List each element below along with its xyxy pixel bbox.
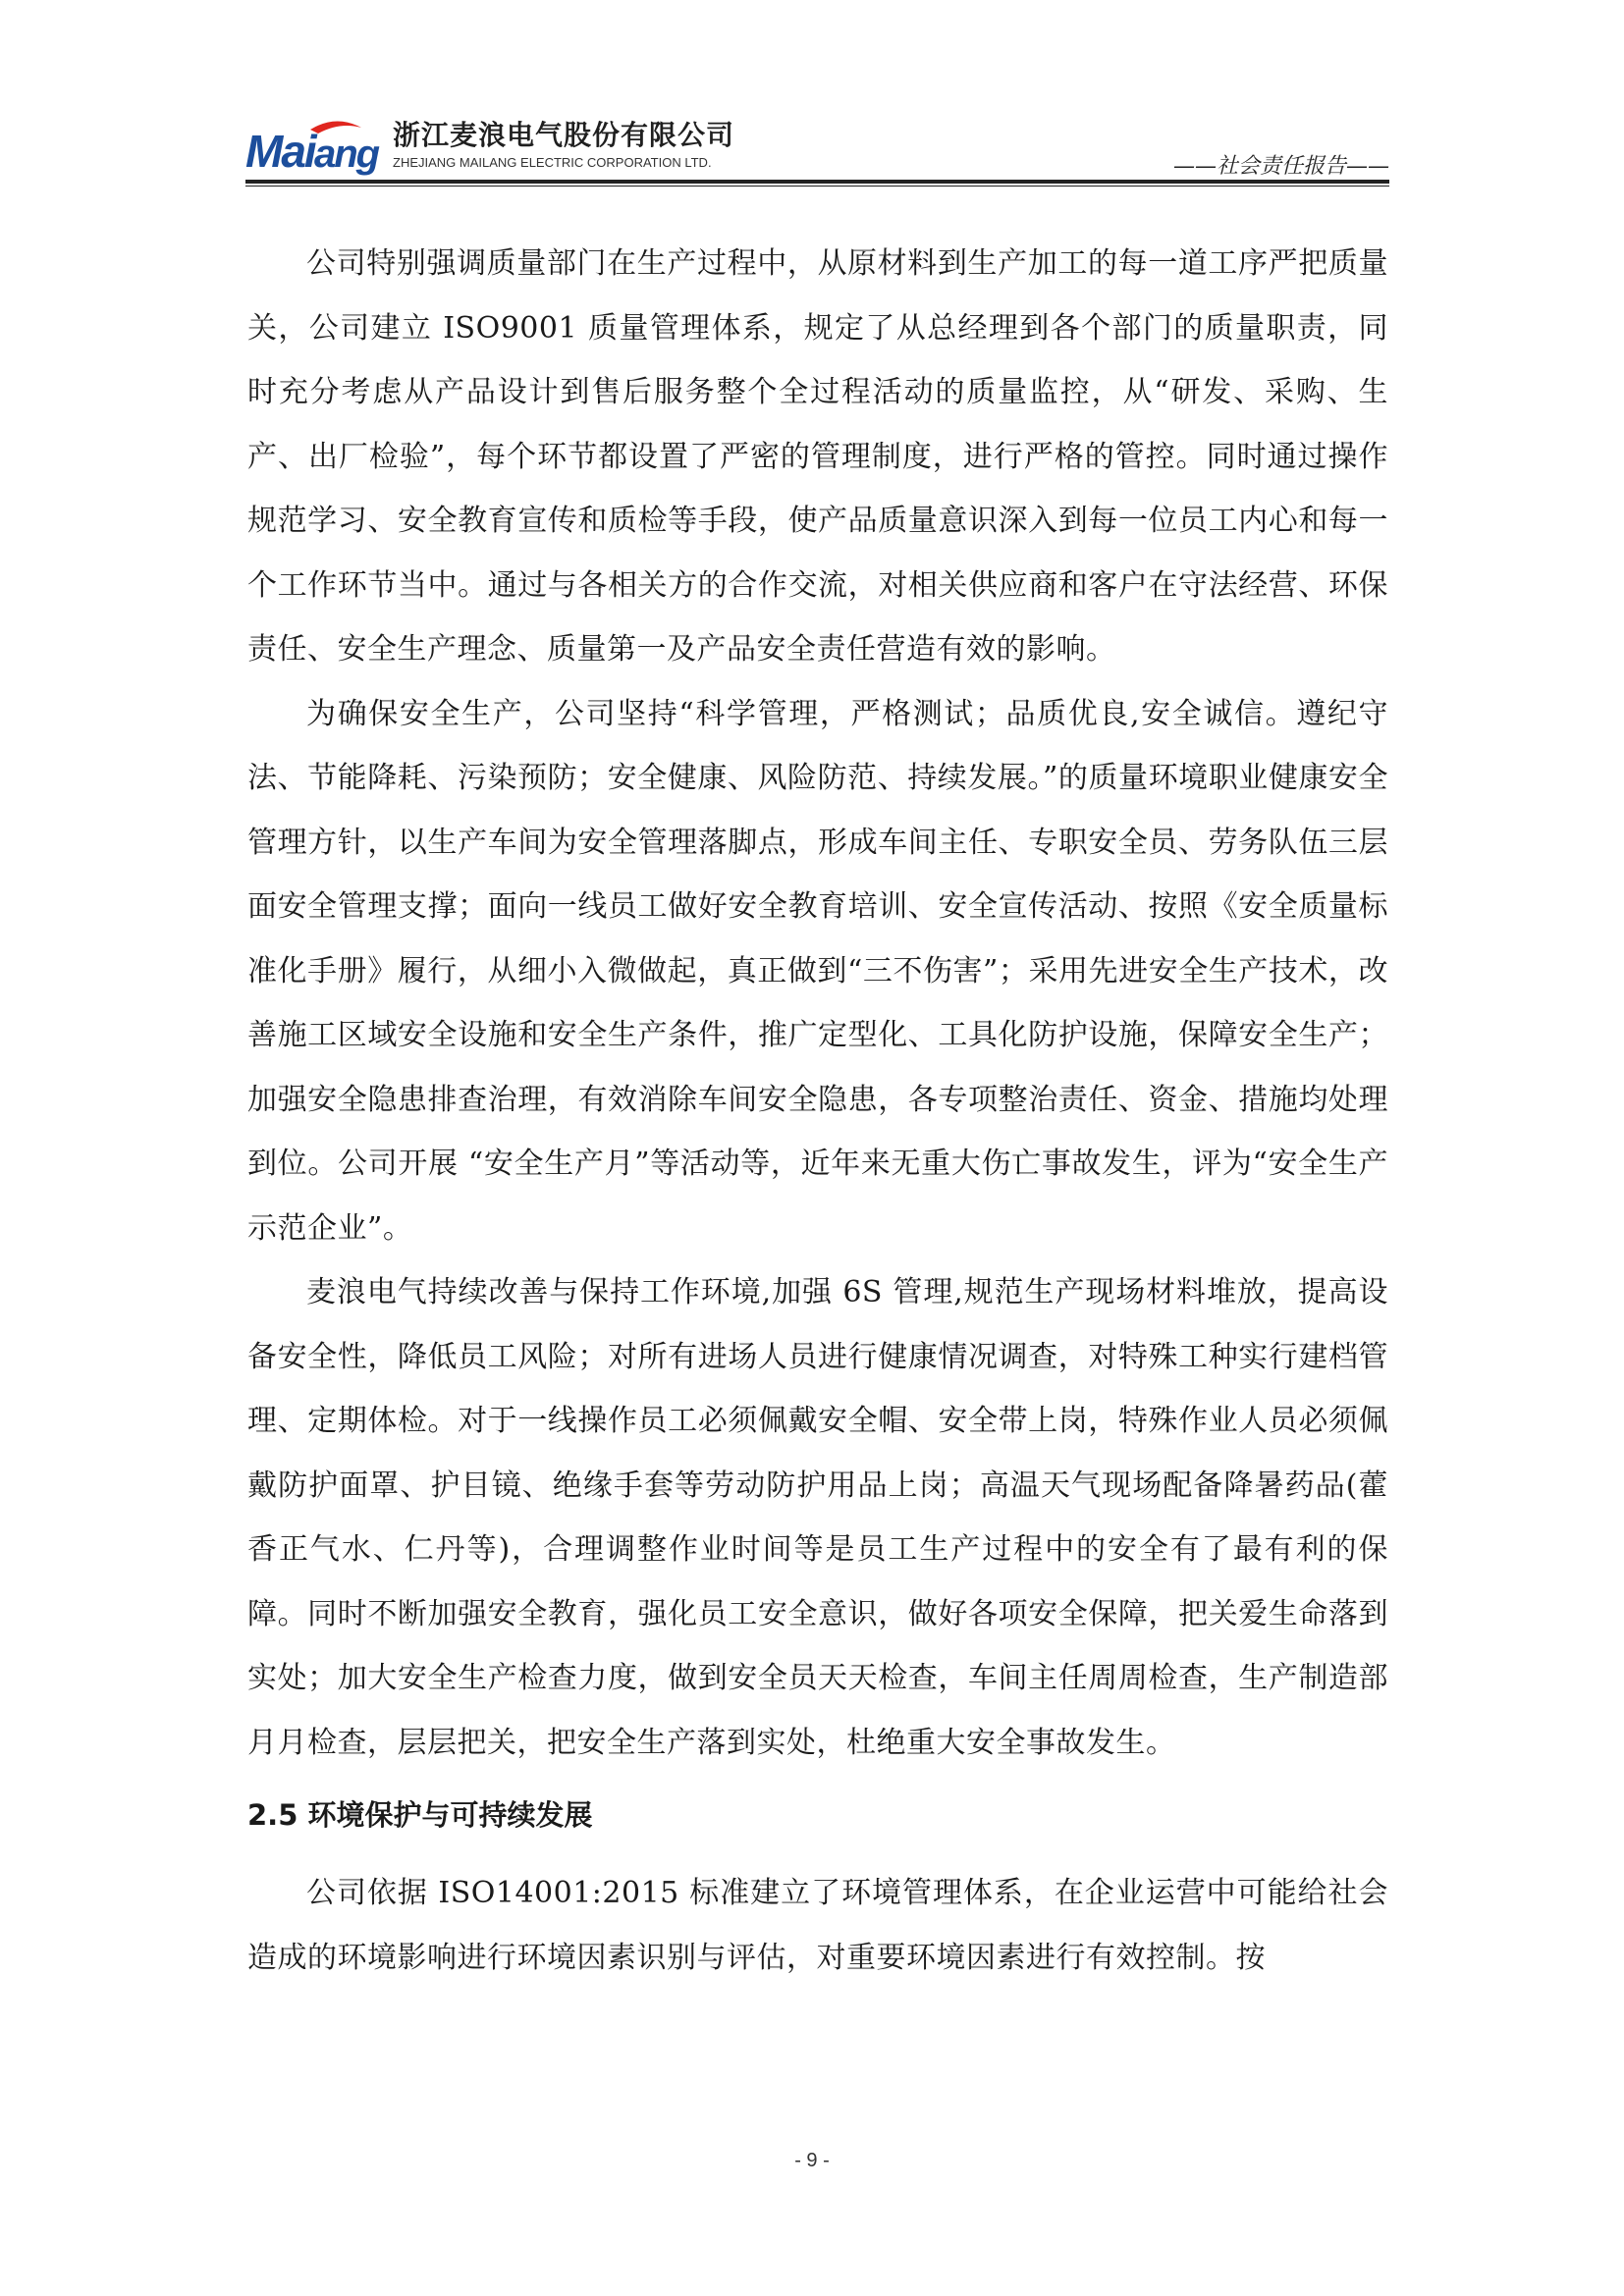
page-number: - 9 - xyxy=(794,2150,830,2171)
document-body xyxy=(247,232,1388,1990)
company-name-cn: 浙江麦浪电气股份有限公司 xyxy=(393,119,735,151)
section-heading: 2.5 环境保护与可持续发展 xyxy=(247,1798,593,1832)
mailang-logo xyxy=(245,116,391,177)
paragraph-environment: 公司依据 ISO14001:2015 标准建立了环境管理体系，在企业运营中可能给社会造成的环境影响进行环境因素识别与评估，对重要环境因素进行有效控制。按 xyxy=(247,1876,1388,1975)
svg-text:ang: ang xyxy=(314,133,379,176)
header-divider-thick xyxy=(245,180,1389,184)
paragraph-safety-production: 为确保安全生产，公司坚持“科学管理，严格测试；品质优良,安全诚信。遵纪守法、节能降耗、污染预防；安全健康、风险防范、持续发展。”的质量环境职业健康安全管理方针，以生产车间为安全管理落脚点，形成车间主任、专职安全员、劳务队伍三层面安全管理支撑；面向一线员工做好安全教育培训、安全宣传活动、按照《安全质量标准化手册》履行，从细小入微做起，真正做到“三不伤害”；采用先进安全生产技术，改善施工区域安全设施和安全生产条件，推广定型化、工具化防护设施，保障安全生产；加强安全隐患排查治理，有效消除车间安全隐患，各专项整治责任、资金、措施均处理到位。公司开展 “安全生产月”等活动等，近年来无重大伤亡事故发生，评为“安全生产示范企业”。 xyxy=(247,696,1388,1246)
page-header xyxy=(245,110,1389,187)
company-name-block xyxy=(393,114,734,170)
paragraph-quality-management: 公司特别强调质量部门在生产过程中，从原材料到生产加工的每一道工序严把质量关，公司建立 ISO9001 质量管理体系，规定了从总经理到各个部门的质量职责，同时充分考虑从产品设计到售后服务整个全过程活动的质量监控，从“研发、采购、生产、出厂检验”，每个环节都设置了严密的管理制度，进行严格的管控。同时通过操作规范学习、安全教育宣传和质检等手段，使产品质量意识深入到每一位员工内心和每一个工作环节当中。通过与各相关方的合作交流，对相关供应商和客户在守法经营、环保责任、安全生产理念、质量第一及产品安全责任营造有效的影响。 xyxy=(247,246,1388,667)
company-name-en: ZHEJIANG MAILANG ELECTRIC CORPORATION LTD. xyxy=(393,155,712,170)
paragraph-work-environment: 麦浪电气持续改善与保持工作环境,加强 6S 管理,规范生产现场材料堆放，提高设备安全性，降低员工风险；对所有进场人员进行健康情况调查，对特殊工种实行建档管理、定期体检。对于一线操作员工必须佩戴安全帽、安全带上岗，特殊作业人员必须佩戴防护面罩、护目镜、绝缘手套等劳动防护用品上岗；高温天气现场配备降暑药品(藿香正气水、仁丹等)，合理调整作业时间等是员工生产过程中的安全有了最有利的保障。同时不断加强安全教育，强化员工安全意识，做好各项安全保障，把关爱生命落到实处；加大安全生产检查力度，做到安全员天天检查，车间主任周周检查，生产制造部月月检查，层层把关，把安全生产落到实处，杜绝重大安全事故发生。 xyxy=(247,1275,1388,1760)
svg-text:Mai: Mai xyxy=(245,126,315,177)
report-tag: ——社会责任报告—— xyxy=(1172,154,1389,179)
header-divider-thin xyxy=(245,186,1389,187)
